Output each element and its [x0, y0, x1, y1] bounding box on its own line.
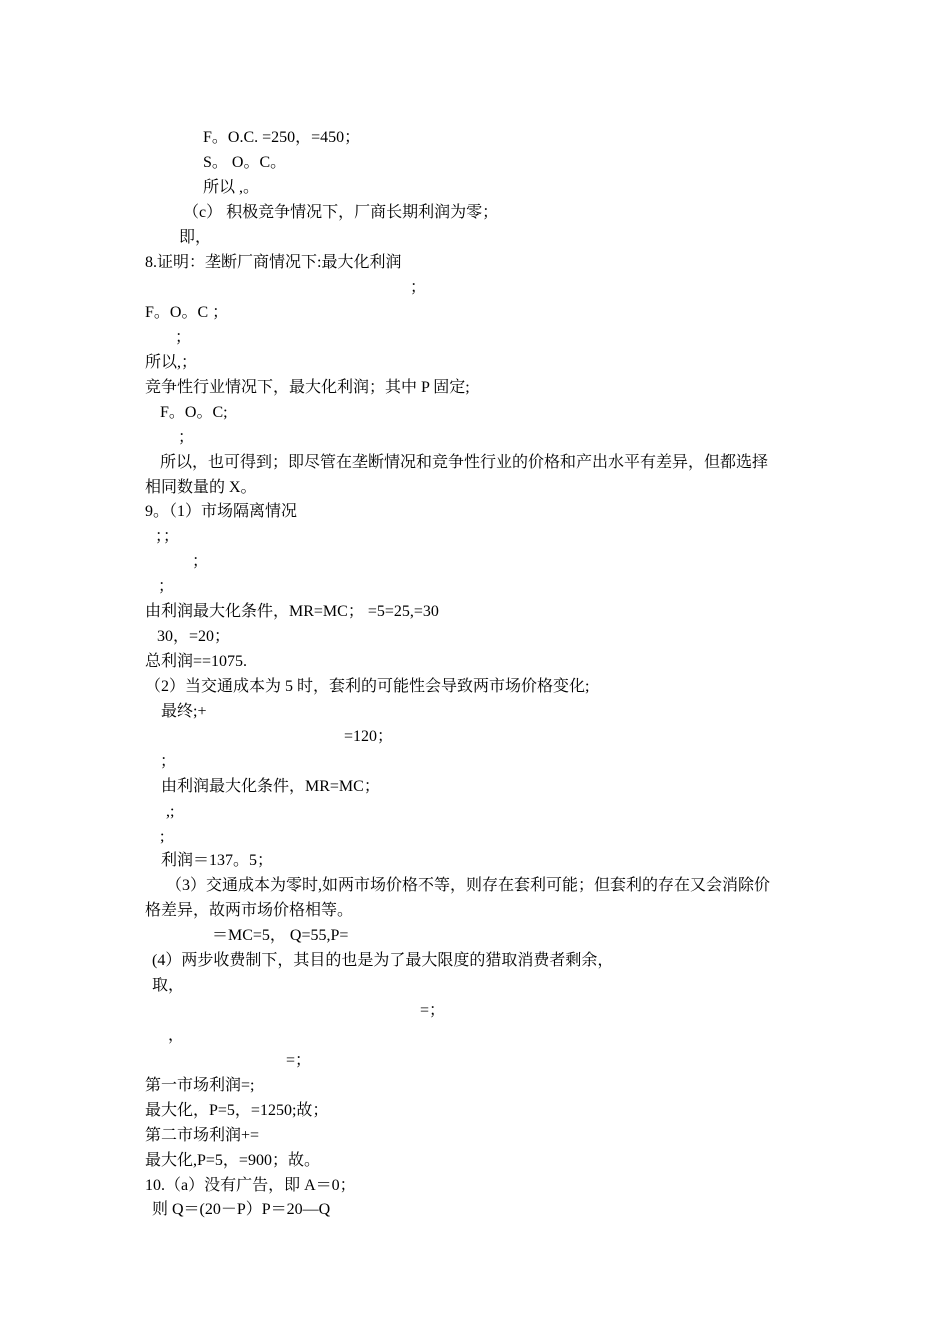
- text-line: 10.（a）没有广告，即 A＝0；: [145, 1177, 356, 1194]
- text-line: S。 O。C。: [203, 154, 287, 171]
- text-line: =；: [420, 1002, 446, 1019]
- text-line: 最大化，P=5，=1250;故；: [145, 1102, 329, 1119]
- text-line: 竞争性行业情况下，最大化利润；其中 P 固定;: [145, 379, 470, 396]
- text-line: ,;: [166, 803, 175, 820]
- text-line: 所以，也可得到；即尽管在垄断情况和竞争性行业的价格和产出水平有差异，但都选择: [160, 454, 769, 471]
- text-line: ；: [160, 753, 177, 770]
- text-line: (4）两步收费制下，其目的也是为了最大限度的猎取消费者剩余，: [152, 952, 614, 969]
- text-line: F。O。C;: [160, 404, 228, 421]
- text-line: （3）交通成本为零时,如两市场价格不等，则存在套利可能；但套利的存在又会消除价: [166, 877, 771, 894]
- text-line: 由利润最大化条件，MR=MC； =5=25,=30: [145, 603, 439, 620]
- text-line: ，: [168, 1027, 185, 1044]
- text-line: ；: [192, 553, 209, 570]
- text-line: ；: [175, 329, 192, 346]
- text-line: 由利润最大化条件，MR=MC；: [161, 778, 380, 795]
- text-line: 则 Q＝(20－P）P＝20—Q: [152, 1201, 331, 1218]
- text-line: 取，: [152, 977, 185, 994]
- text-line: 8.证明：垄断厂商情况下:最大化利润: [145, 254, 402, 271]
- text-line: 所以,；: [145, 354, 198, 371]
- text-line: 第二市场利润+=: [145, 1127, 260, 1144]
- text-line: 最终;+: [161, 703, 207, 720]
- text-line: 所以 ,。: [203, 179, 260, 196]
- text-line: ;: [160, 828, 165, 845]
- text-line: F。O。C ；: [145, 304, 229, 321]
- text-line: F。O.C. =250，=450；: [203, 129, 361, 146]
- text-line: ；: [158, 578, 175, 595]
- text-line: 利润＝137。5；: [161, 852, 274, 869]
- text-line: =120；: [344, 728, 394, 745]
- text-line: （2）当交通成本为 5 时，套利的可能性会导致两市场价格变化;: [145, 678, 590, 695]
- text-line: =；: [286, 1052, 312, 1069]
- text-line: ＝MC=5， Q=55,P=: [212, 927, 349, 944]
- text-line: 第一市场利润=;: [145, 1077, 255, 1094]
- text-line: （c） 积极竞争情况下，厂商长期利润为零；: [183, 204, 499, 221]
- text-line: 9。（1）市场隔离情况: [145, 503, 298, 520]
- text-line: ；: [410, 279, 427, 296]
- text-line: 即，: [179, 229, 212, 246]
- text-line: 格差异，故两市场价格相等。: [145, 902, 354, 919]
- text-line: 相同数量的 X。: [145, 479, 257, 496]
- text-line: ；；: [155, 528, 180, 545]
- text-line: 30，=20；: [157, 628, 231, 645]
- text-line: 总利润==1075.: [145, 653, 248, 670]
- text-line: ；: [178, 429, 195, 446]
- text-line: 最大化,P=5，=900；故。: [145, 1152, 320, 1169]
